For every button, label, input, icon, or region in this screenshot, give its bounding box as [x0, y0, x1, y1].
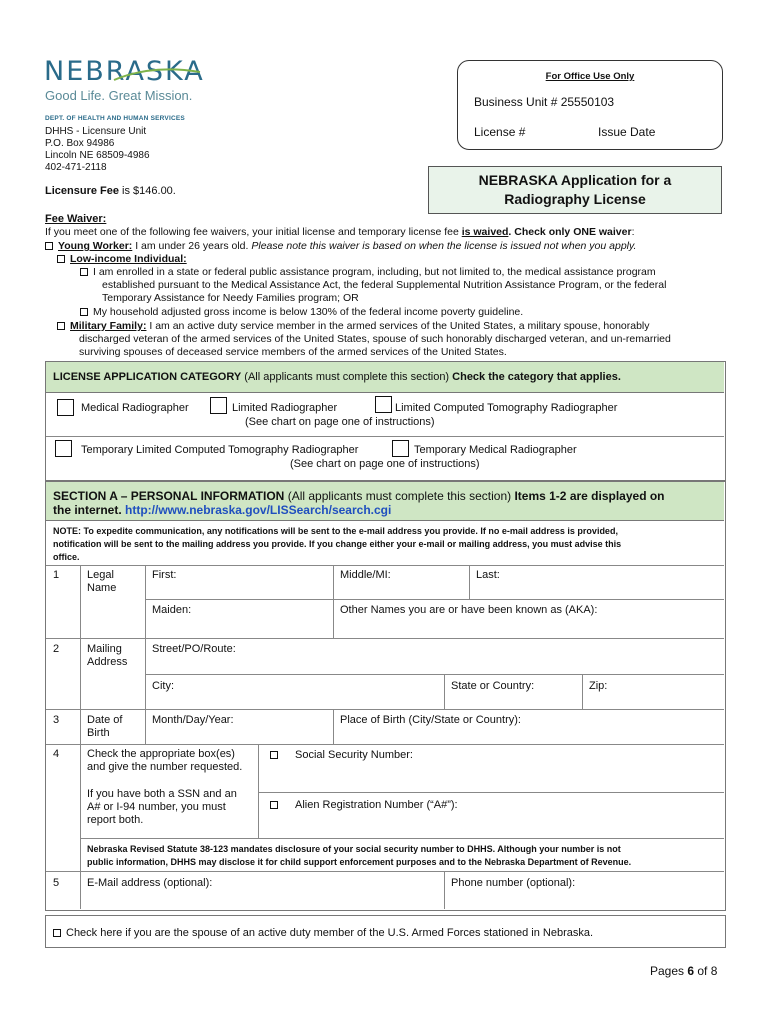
- military-family-option[interactable]: Military Family: I am an active duty service member in the armed services of the United States, a military spouse, honorably: [57, 320, 650, 333]
- low-income-assistance-cont: Temporary Assistance for Needy Families program; OR: [102, 292, 359, 304]
- city-field[interactable]: City:: [152, 680, 174, 692]
- divider: [444, 674, 445, 709]
- young-worker-option[interactable]: Young Worker: I am under 26 years old. Please note this waiver is based on when the license is issued not when you apply.: [45, 240, 636, 253]
- divider: [444, 871, 445, 909]
- chart-note: (See chart on page one of instructions): [245, 416, 435, 428]
- ssn-instructions-note: If you have both a SSN and an A# or I-94 number, you must report both.: [87, 788, 237, 826]
- address-line: Lincoln NE 68509-4986: [45, 150, 150, 161]
- agency-address: [45, 126, 150, 174]
- logo-swoosh-icon: [112, 62, 202, 84]
- checkbox-icon[interactable]: [80, 268, 88, 276]
- statute-note: public information, DHHS may disclose it for child support enforcement purposes and to the Nebraska Department of Revenue.: [87, 857, 632, 867]
- medical-radiographer-label: Medical Radiographer: [81, 402, 189, 414]
- military-family-cont: discharged veteran of the armed services of the United States, spouse of such honorably discharged veteran, and un-remarried: [79, 333, 671, 345]
- last-name-field[interactable]: Last:: [476, 569, 500, 581]
- row-number: 4: [53, 748, 60, 760]
- logo-tagline: Good Life. Great Mission.: [45, 88, 193, 103]
- checkbox-icon[interactable]: [80, 308, 88, 316]
- fee-waiver-title: Fee Waiver:: [45, 213, 107, 225]
- divider: [258, 792, 724, 793]
- checkbox-icon[interactable]: [45, 242, 53, 250]
- divider: [46, 871, 724, 872]
- checkbox-icon[interactable]: [53, 929, 61, 937]
- address-line: DHHS - Licensure Unit: [45, 126, 147, 137]
- business-unit: Business Unit # 25550103: [474, 95, 615, 109]
- divider: [80, 838, 724, 839]
- divider: [46, 744, 724, 745]
- mailing-address-label: Mailing Address: [87, 643, 128, 668]
- divider: [145, 565, 146, 744]
- license-number-label: License #: [474, 125, 526, 139]
- logo-dept: DEPT. OF HEALTH AND HUMAN SERVICES: [45, 115, 185, 122]
- checkbox-icon[interactable]: [57, 322, 65, 330]
- fee-waiver-intro: If you meet one of the following fee waivers, your initial license and temporary license fee is waived. Check only ONE waiver:: [45, 226, 635, 238]
- phone-field[interactable]: Phone number (optional):: [451, 877, 576, 889]
- alien-number-field[interactable]: Alien Registration Number (“A#”):: [295, 799, 458, 811]
- middle-name-field[interactable]: Middle/MI:: [340, 569, 391, 581]
- chart-note: (See chart on page one of instructions): [290, 458, 480, 470]
- limited-ct-label: Limited Computed Tomography Radiographer: [395, 402, 618, 414]
- divider: [333, 565, 334, 638]
- statute-note: Nebraska Revised Statute 38-123 mandates disclosure of your social security number to DHHS. Although your number is not: [87, 844, 621, 854]
- divider: [145, 599, 724, 600]
- licensure-fee: [45, 185, 176, 197]
- divider: [46, 638, 724, 639]
- limited-ct-checkbox[interactable]: [375, 396, 392, 413]
- aka-field[interactable]: Other Names you are or have been known as (AKA):: [340, 604, 598, 616]
- form-title-line: Radiography License: [504, 191, 646, 207]
- row-number: 3: [53, 714, 60, 726]
- military-family-cont: surviving spouses of deceased service members of the armed services of the United States.: [79, 346, 507, 358]
- state-field[interactable]: State or Country:: [451, 680, 535, 692]
- issue-date-label: Issue Date: [598, 125, 656, 139]
- maiden-name-field[interactable]: Maiden:: [152, 604, 192, 616]
- limited-radiographer-checkbox[interactable]: [210, 397, 227, 414]
- category-heading: LICENSE APPLICATION CATEGORY (All applicants must complete this section) Check the category that applies.: [53, 371, 621, 383]
- nebraska-logo: NEBRASKA: [44, 56, 205, 87]
- divider: [258, 744, 259, 838]
- divider: [333, 709, 334, 744]
- low-income-assistance-cont: established pursuant to the Medical Assistance Act, the federal Supplemental Nutrition Assistance Program, or the federal: [102, 279, 667, 291]
- temp-medical-label: Temporary Medical Radiographer: [414, 444, 577, 456]
- spouse-option[interactable]: Check here if you are the spouse of an active duty member of the U.S. Armed Forces stationed in Nebraska.: [53, 927, 593, 940]
- divider: [46, 709, 724, 710]
- dob-field[interactable]: Month/Day/Year:: [152, 714, 234, 726]
- legal-name-label: Legal Name: [87, 569, 117, 594]
- low-income-option[interactable]: Low-income Individual:: [57, 253, 187, 266]
- checkbox-icon[interactable]: [57, 255, 65, 263]
- ssn-checkbox[interactable]: [270, 751, 278, 759]
- row-number: 5: [53, 877, 60, 889]
- address-line: P.O. Box 94986: [45, 138, 115, 149]
- street-field[interactable]: Street/PO/Route:: [152, 643, 236, 655]
- email-field[interactable]: E-Mail address (optional):: [87, 877, 213, 889]
- ssn-instructions: Check the appropriate box(es) and give the number requested.: [87, 748, 243, 773]
- alien-number-checkbox[interactable]: [270, 801, 278, 809]
- zip-field[interactable]: Zip:: [589, 680, 608, 692]
- page-number: Pages 6 of 8: [650, 964, 718, 978]
- fee-amount: is $146.00.: [118, 185, 176, 197]
- section-a-heading: SECTION A – PERSONAL INFORMATION (All applicants must complete this section) Items 1-2 are displayed on: [53, 489, 665, 503]
- medical-radiographer-checkbox[interactable]: [57, 399, 74, 416]
- note-line: office.: [53, 552, 80, 562]
- office-use-title: For Office Use Only: [545, 71, 635, 82]
- divider: [80, 565, 81, 909]
- divider: [582, 674, 583, 709]
- form-title: [428, 166, 722, 214]
- fee-label: Licensure Fee: [45, 185, 119, 197]
- row-number: 1: [53, 569, 60, 581]
- first-name-field[interactable]: First:: [152, 569, 177, 581]
- note-line: NOTE: To expedite communication, any notifications will be sent to the e-mail address you provide. If no e-mail address is provided,: [53, 526, 618, 536]
- section-a-heading-cont: the internet. http://www.nebraska.gov/LISSearch/search.cgi: [53, 503, 392, 517]
- address-line: 402-471-2118: [45, 162, 107, 173]
- place-of-birth-field[interactable]: Place of Birth (City/State or Country):: [340, 714, 521, 726]
- low-income-assistance[interactable]: I am enrolled in a state or federal public assistance program, including, but not limited to, the medical assistance program: [80, 266, 656, 279]
- divider: [46, 436, 724, 437]
- office-use-box: [457, 60, 723, 150]
- low-income-poverty[interactable]: My household adjusted gross income is below 130% of the federal income poverty guideline.: [80, 306, 523, 319]
- limited-radiographer-label: Limited Radiographer: [232, 402, 338, 414]
- date-of-birth-label: Date of Birth: [87, 714, 123, 739]
- row-number: 2: [53, 643, 60, 655]
- temp-limited-ct-checkbox[interactable]: [55, 440, 72, 457]
- ssn-field[interactable]: Social Security Number:: [295, 749, 413, 761]
- divider: [145, 674, 724, 675]
- note-line: notification will be sent to the mailing address you provide. If you change either your e-mail or mailing address, you must advise this: [53, 539, 622, 549]
- temp-medical-checkbox[interactable]: [392, 440, 409, 457]
- lis-search-link[interactable]: http://www.nebraska.gov/LISSearch/search.cgi: [125, 503, 392, 517]
- divider: [46, 565, 724, 566]
- temp-limited-ct-label: Temporary Limited Computed Tomography Radiographer: [81, 444, 359, 456]
- form-title-line: NEBRASKA Application for a: [478, 172, 672, 188]
- divider: [469, 565, 470, 599]
